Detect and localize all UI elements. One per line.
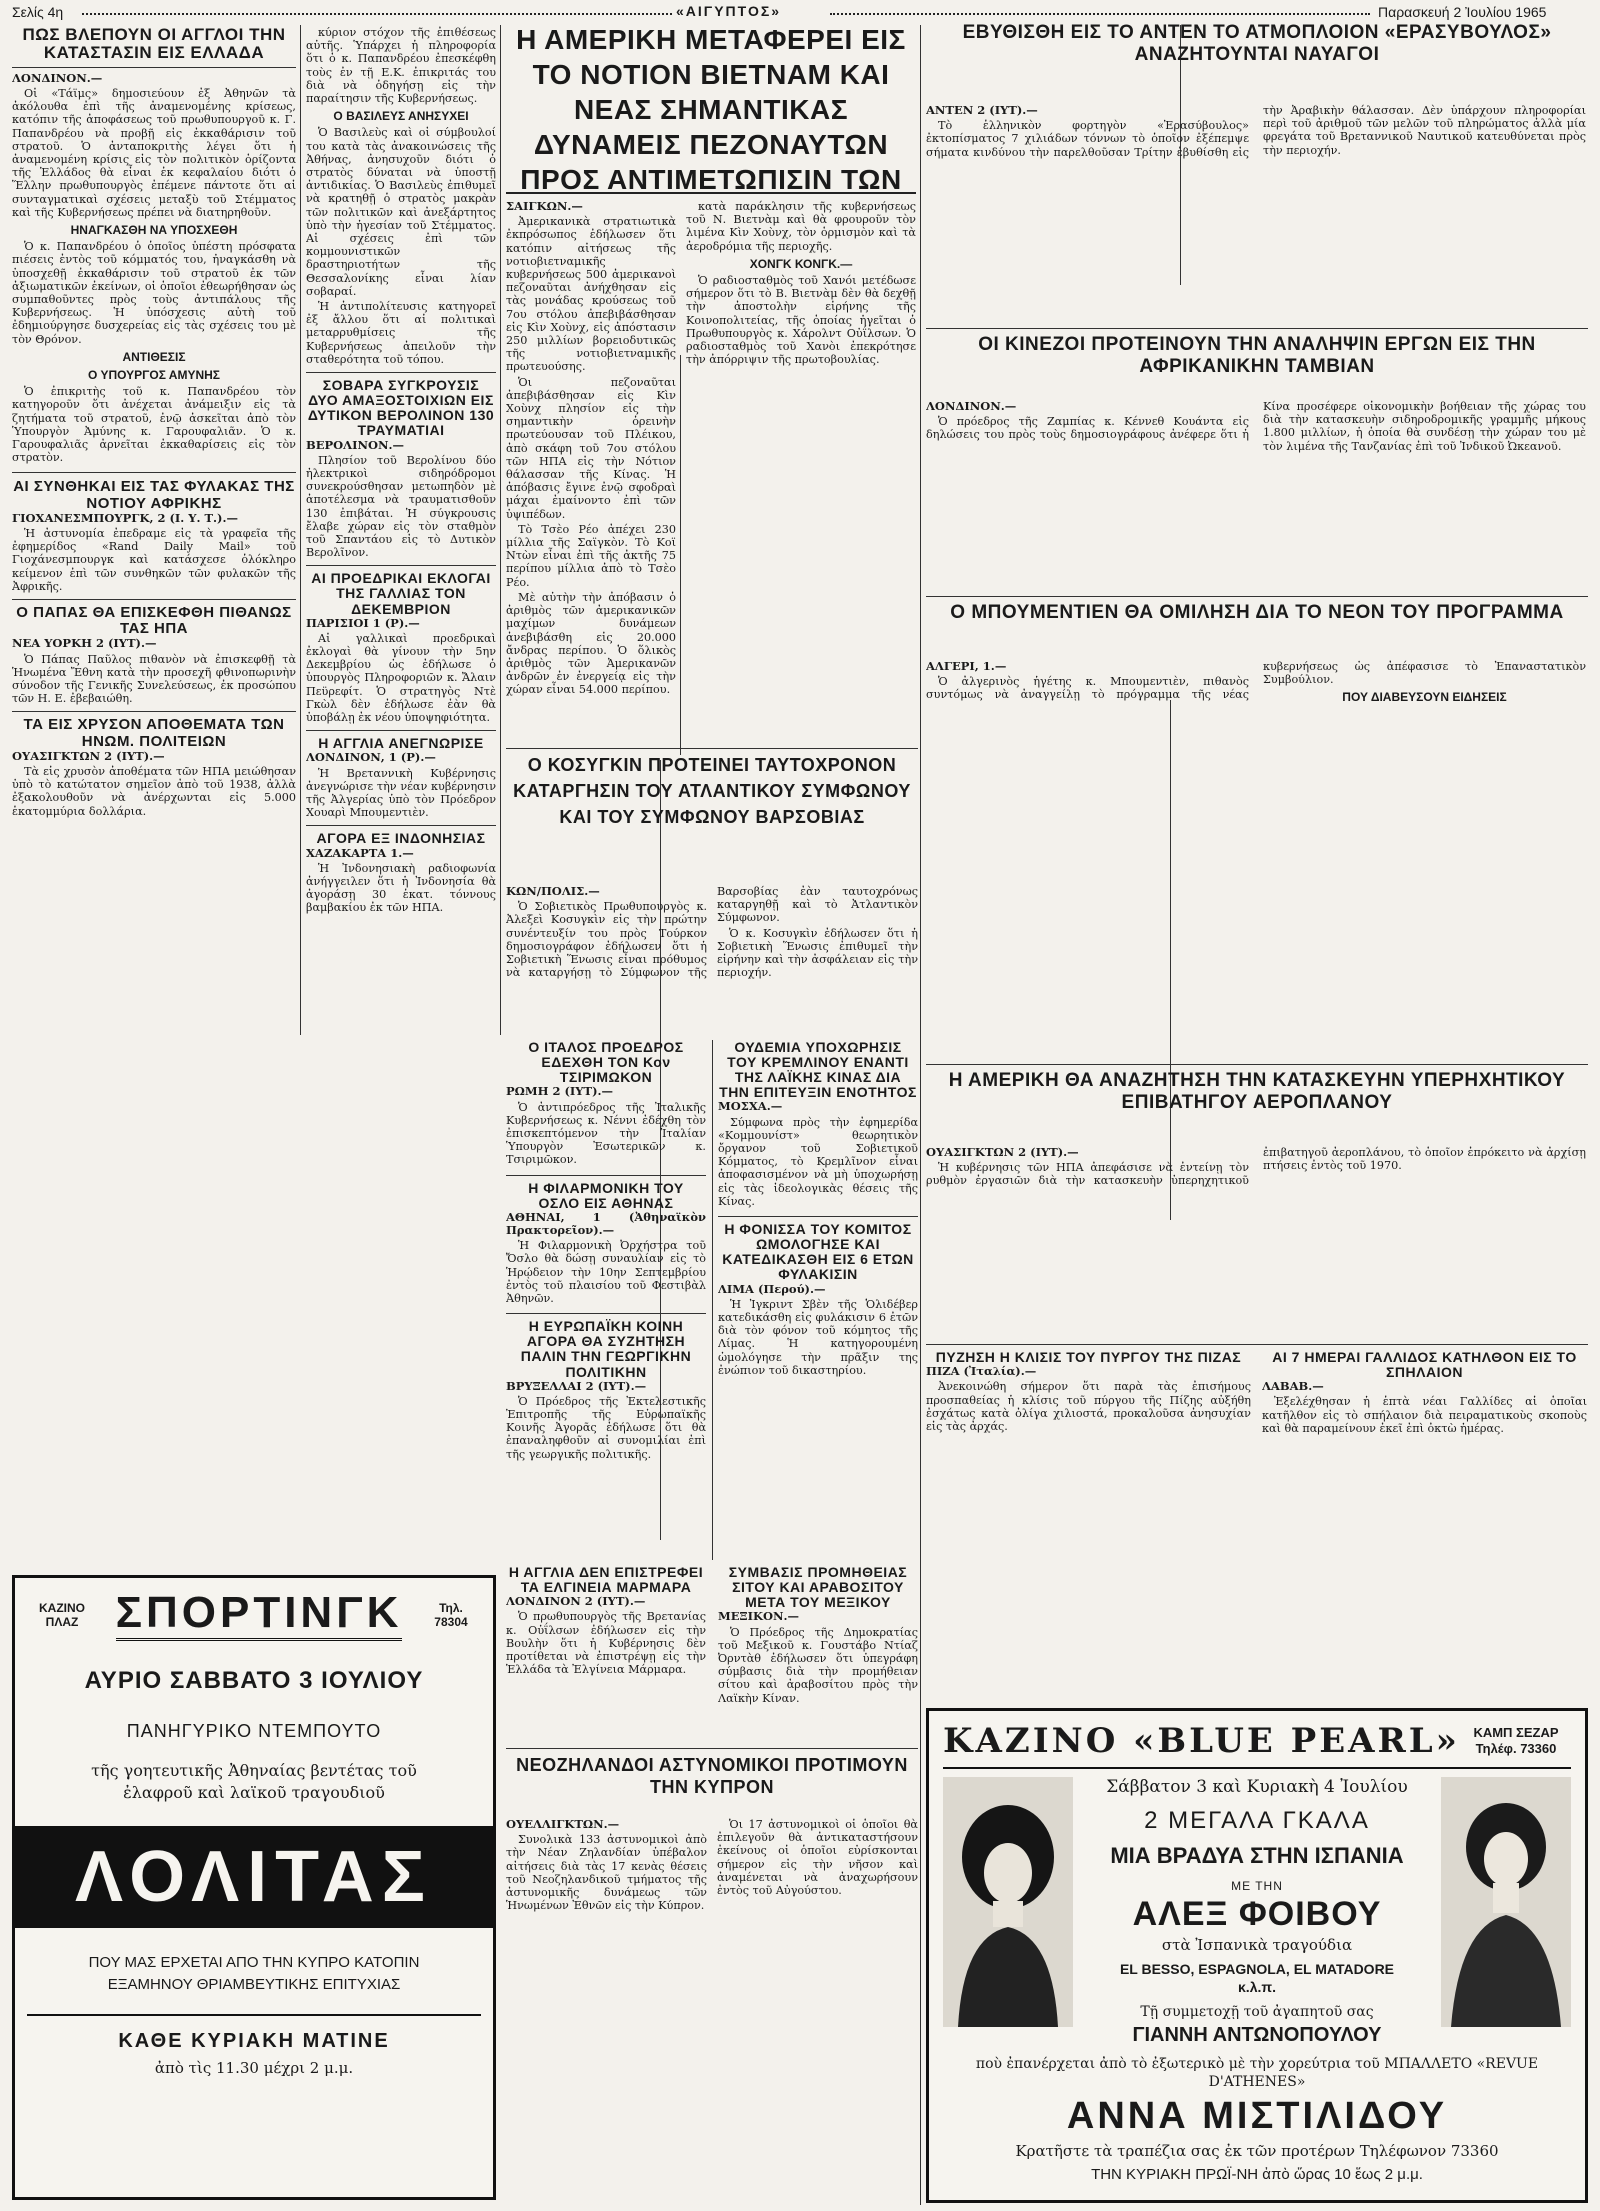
- paragraph: Σύμφωνα πρὸς τὴν ἐφημερίδα «Κομμουνίστ» θεωρητικὸν ὄργανον τοῦ Σοβιετικοῦ Κόμματος, τὸ Κρεμλῖνον εἶναι ἀποφασισμένον νὰ μὴ ὑποχωρήσῃ εἰς τὰς ἰδεολογικὰς θέσεις τῆς Κίνας.: [718, 1115, 918, 1208]
- headline-nz-police: ΝΕΟΖΗΛΑΝΔΟΙ ΑΣΤΥΝΟΜΙΚΟΙ ΠΡΟΤΙΜΟΥΝ ΤΗΝ ΚΥΠΡΟΝ: [516, 1755, 908, 1797]
- paragraph: Ὁ ραδιοσταθμὸς τοῦ Χανόι μετέδωσε σήμερον ὅτι τὸ Β. Βιετνὰμ δὲν θὰ δεχθῇ τὴν ἀποστολὴν εἰρήνης τῆς Κοινοπολιτείας, τῆς ὁποίας ἡγεῖται ὁ Πρωθυπουργὸς κ. Χάρολντ Οὐΐλσων. Ὁ ραδιοσταθμὸς τοῦ Χανὸι ἐπεκρότησε τὴν ἀπόρριψιν τῆς πρωτοβουλίας.: [686, 274, 916, 367]
- ad-sporting-star: ΛΟΛΙΤΑΣ: [15, 1826, 493, 1928]
- headline-block-china: [926, 334, 1588, 394]
- dateline: ΜΟΣΧΑ.—: [718, 1099, 783, 1114]
- paragraph: Ἡ Ἰγκριντ Σβὲν τῆς Ὁλιδέβερ κατεδικάσθη εἰς φυλάκισιν 6 ἐτῶν διὰ τὸν φόνον τοῦ κόμητος τῆς Λίμας. Ἡ κατηγορουμένη ὡμολόγησε τὴν πρᾶξιν της ἐνώπιον τοῦ δικαστηρίου.: [718, 1297, 918, 1377]
- dateline: ΣΑΙΓΚΩΝ.—: [506, 200, 583, 213]
- dateline: ΓΙΟΧΑΝΕΣΜΠΟΥΡΓΚ, 2 (Ι. Υ. Τ.).—: [12, 510, 239, 525]
- paragraph: Τὸ Τσὲο Ρέο ἀπέχει 230 μίλλια τῆς Σαϊγκὸν. Τὸ Κοϊ Ντὼν εἶναι ἐπὶ τῆς ἀκτῆς 75 περίπου μίλλια ἀπὸ τὸ Τσὲο Ρέο.: [506, 522, 676, 589]
- paragraph: Ὁ ἐπικριτὴς τοῦ κ. Παπανδρέου τὸν κατηγοροῦν ὅτι ἀνέχεται ἀνάμειξιν εἰς τὰ ζητήματα τοῦ στρατοῦ, ἐνῷ ἀσκεῖται ἀπὸ τὸν Ὑπουργὸν Ἀμύνης κ. Γαρουφαλιᾶν. Ὁ κ. Γαρουφαλιᾶς ἀρνεῖται ἐκκαθαρίσεις εἰς τὸν στρατὸν.: [12, 385, 296, 465]
- headline-block-sinking: [926, 22, 1588, 102]
- paragraph: Ὁ πρωθυπουργὸς τῆς Βρετανίας κ. Οὐΐλσων ἐδήλωσεν εἰς τὴν Βουλὴν ὅτι ἡ Κυβέρνησις δὲν προτίθεται νὰ ἐπιστρέψῃ εἰς τὴν Ἑλλάδα τὰ Ἐλγίνεια Μάρμαρα.: [506, 1610, 706, 1677]
- paragraph: Συνολικὰ 133 ἀστυνομικοὶ ἀπὸ τὴν Νέαν Ζηλανδίαν ὑπέβαλον αἰτήσεις διὰ τὰς 17 κενὰς θέσεις τοῦ Νεοζηλανδικοῦ τμήματος τῆς ἀστυνομικῆς δυνάμεως τῶν Ἡνωμένων Ἐθνῶν εἰς τὴν Κύπρον.: [506, 1833, 707, 1913]
- masthead-rule-right: [830, 13, 1370, 15]
- ad-blue-pearl-address: ΚΑΜΠ ΣΕΖΑΡ Τηλέφ. 73360: [1473, 1725, 1559, 1756]
- headline-oslo: Η ΦΙΛΑΡΜΟΝΙΚΗ ΤΟΥ ΟΣΛΟ ΕΙΣ ΑΘΗΝΑΣ: [506, 1175, 706, 1211]
- paragraph: Ὁ πρόεδρος τῆς Ζαμπίας κ. Κέννεθ Κουάντα εἰς δηλώσεις του πρὸς τοὺς δημοσιογράφους ἀνέφερε ὅτι ἡ Κίνα προσέφερε οἰκονομικὴν βοήθειαν τῆς χώρας του διὰ τὴν κατασκευὴν σιδηροδρομικῆς γραμμῆς μήκους 1.800 μιλλίων, ἡ ὁποία θὰ συνδέσῃ τὴν χώραν του μὲ τὸν λιμένα τῆς Τανζανίας ἐπὶ τοῦ Ἰνδικοῦ Ὠκεανοῦ.: [926, 400, 1586, 453]
- article-indonesia: [306, 847, 496, 915]
- paragraph: Ὁ Πρόεδρος τῆς Δημοκρατίας τοῦ Μεξικοῦ κ. Γουστάβο Ντίαζ Ὀρντὰθ ἐδήλωσεν ὅτι ὑπεγράφη σύμβασις διὰ τὴν προμήθειαν σίτου καὶ ἀραβοσίτου πρὸς τὴν Λαϊκὴν Κίναν.: [718, 1625, 918, 1705]
- article-common-market: [506, 1380, 706, 1461]
- dateline: ΑΛΓΕΡΙ, 1.—: [926, 660, 1007, 673]
- dateline: ΟΥΕΛΛΙΓΚΤΩΝ.—: [506, 1818, 620, 1831]
- ad-sporting-debut: ΠΑΝΗΓΥΡΙΚΟ ΝΤΕΜΠΟΥΤΟ: [126, 1721, 382, 1741]
- article-cave: [1262, 1350, 1587, 1700]
- article-sinking-body: [926, 104, 1586, 159]
- section-rule: [506, 1748, 918, 1749]
- article-supersonic: [926, 1146, 1586, 1342]
- ad-blue-pearl-songs: στὰ Ἰσπανικὰ τραγούδια: [1161, 1936, 1353, 1954]
- headline-supersonic: Η ΑΜΕΡΙΚΗ ΘΑ ΑΝΑΖΗΤΗΣΗ ΤΗΝ ΚΑΤΑΣΚΕΥΗΝ ΥΠΕΡΗΧΗΤΙΚΟΥ ΕΠΙΒΑΤΗΓΟΥ ΑΕΡΟΠΛΑΝΟΥ: [948, 1070, 1566, 1113]
- paragraph: Ἡ ἀστυνομία ἐπεδραμε εἰς τὰ γραφεῖα τῆς ἐφημερίδος «Rand Daily Mail» τοῦ Γιοχάνεσμπουργκ καὶ κατάσχεσε ὁλόκληρο κείμενον ἐπὶ τῶν συνθηκῶν τῶν φυλακῶν τῆς Ἀφρικῆς.: [12, 526, 296, 593]
- article-vietnam-cont-body: [686, 200, 916, 366]
- subheading: Ο ΥΠΟΥΡΓΟΣ ΑΜΥΝΗΣ: [88, 367, 220, 382]
- dateline: ΛΑΒΑΒ.—: [1262, 1379, 1324, 1394]
- paragraph: Τὸ ἑλληνικὸν φορτηγὸν «Ἐρασύβουλος» ἐκτοπίσματος 7 χιλιάδων τόννων τὸ ὁποῖον ἐξέπεμψε σήματα κινδύνου τὴν παρελθοῦσαν Τρίτην ἐβυθίσθη εἰς τὴν Ἀραβικὴν θάλασσαν. Δὲν ὑπάρχουν πληροφορίαι περὶ τοῦ ἀριθμοῦ τῶν μελῶν τοῦ πληρώματος ἀλλὰ μία φρεγάτα τοῦ Βρεταννικοῦ Ναυτικοῦ κατευθύνεται πρὸς τὴν περιοχήν.: [926, 104, 1586, 159]
- headline-cave: ΑΙ 7 ΗΜΕΡΑΙ ΓΑΛΛΙΔΟΣ ΚΑΤΗΛΘΟΝ ΕΙΣ ΤΟ ΣΠΗΛΑΙΟΝ: [1272, 1350, 1577, 1381]
- headline-common-market: Η ΕΥΡΩΠΑΪΚΗ ΚΟΙΝΗ ΑΓΟΡΑ ΘΑ ΣΥΖΗΤΗΣΗ ΠΑΛΙΝ ΤΗΝ ΓΕΩΡΓΙΚΗΝ ΠΟΛΙΤΙΚΗΝ: [506, 1313, 706, 1379]
- paragraph: Πλησίον τοῦ Βερολίνου δύο ἠλεκτρικοὶ σιδηρόδρομοι συνεκρούσθησαν μετωπηδὸν μὲ ἀποτέλεσμα νὰ τραυματισθοῦν 130 ἐπιβάται. Ἡ σύγκρουσις ἔλαβε χώραν εἰς τὸν σταθμὸν τοῦ Σπαντάου εἰς τὸ Δυτικὸν Βερολῖνον.: [306, 453, 496, 560]
- article-kremlin: [718, 1100, 918, 1208]
- dateline: ΛΟΝΔΙΝΟΝ, 1 (Ρ).—: [306, 750, 436, 765]
- dateline: ΠΙΖΑ (Ἰταλία).—: [926, 1364, 1037, 1379]
- dateline: ΛΟΝΔΙΝΟΝ.—: [926, 400, 1017, 413]
- article-train-crash: [306, 439, 496, 560]
- article-kosygin-body: [506, 885, 918, 980]
- headline-italian-president: Ο ΙΤΑΛΟΣ ΠΡΟΕΔΡΟΣ ΕΔΕΧΘΗ ΤΟΝ Κον ΤΣΙΡΙΜΩΚΟΝ: [528, 1040, 684, 1086]
- subheading: ΗΝΑΓΚΑΣΘΗ ΝΑ ΥΠΟΣΧΕΘΗ: [70, 222, 238, 237]
- section-rule: [926, 596, 1588, 597]
- paragraph: Ὁ κ. Παπανδρέου ὁ ὁποῖος ὑπέστη πρόσφατα πιέσεις ἐντὸς τοῦ κόμματός του, ἠναγκάσθη νὰ ὑποσχεθῇ ἐκκαθάρισιν τοῦ στρατοῦ ἐκ τῶν ἀξιωματικῶν ἐκείνων, οἱ ὁποῖοι ἐθεωρήθησαν ὡς συμπαθοῦντες πρὸς τοὺς ἀντιπάλους τῆς Κυβερνήσεως. Ἡ ὑπόσχεσις αὐτὴ τοῦ ἐδημιούργησε δυσχερείας εἰς τὰς σχέσεις του μὲ τὸν Θρόνον.: [12, 240, 296, 346]
- subheading: Ο ΒΑΣΙΛΕΥΣ ΑΝΗΣΥΧΕΙ: [333, 109, 469, 124]
- headline-vietnam: Η ΑΜΕΡΙΚΗ ΜΕΤΑΦΕΡΕΙ ΕΙΣ ΤΟ ΝΟΤΙΟΝ ΒΙΕΤΝΑΜ ΚΑΙ ΝΕΑΣ ΣΗΜΑΝΤΙΚΑΣ ΔΥΝΑΜΕΙΣ ΠΕΖΟΝΑΥΤΩΝ ΠΡΟΣ ΑΝΤΙΜΕΤΩΠΙΣΙΝ ΤΩΝ: [516, 24, 906, 194]
- portrait-photo-icon: [943, 1777, 1073, 2027]
- article-pisa: [926, 1350, 1251, 1700]
- paragraph: Ὁ ἀλγερινὸς ἡγέτης κ. Μπουμεντιὲν, πιθανὸς συντόμως νὰ ἀναγγείλῃ τὸ πρόγραμμα τῆς νέας κυβερνήσεως ὡς ἀπέφασισε τὸ Ἐπαναστατικὸν Συμβούλιον.: [926, 660, 1586, 702]
- headline-train-crash: ΣΟΒΑΡΑ ΣΥΓΚΡΟΥΣΙΣ ΔΥΟ ΑΜΑΞΟΣΤΟΙΧΙΩΝ ΕΙΣ ΔΥΤΙΚΟΝ ΒΕΡΟΛΙΝΟΝ 130 ΤΡΑΥΜΑΤΙΑΙ: [306, 372, 496, 438]
- ad-sporting-hours: ἀπὸ τὶς 11.30 μέχρι 2 μ.μ.: [154, 2059, 354, 2077]
- ad-blue-pearl-singer: ΓΙΑΝΝΗ ΑΝΤΩΝΟΠΟΥΛΟΥ: [1132, 2024, 1382, 2046]
- column-rule: [712, 1040, 713, 1560]
- portrait-photo-icon: [1441, 1777, 1571, 2027]
- headline-mexico: ΣΥΜΒΑΣΙΣ ΠΡΟΜΗΘΕΙΑΣ ΣΙΤΟΥ ΚΑΙ ΑΡΑΒΟΣΙΤΟΥ ΜΕΤΑ ΤΟΥ ΜΕΞΙΚΟΥ: [728, 1565, 908, 1611]
- paragraph: Ἡ Φιλαρμονικὴ Ὀρχήστρα τοῦ Ὄσλο θὰ δώσῃ συναυλίαν εἰς τὸ Ἡρῴδειον τὴν 10ην Σεπτεμβρίου ἐντὸς τοῦ πλαισίου τοῦ Φεστιβὰλ Ἀθηνῶν.: [506, 1239, 706, 1305]
- headline-block-nz: [506, 1754, 918, 1814]
- paragraph: Ὁ Πάπας Παῦλος πιθανὸν νὰ ἐπισκεφθῇ τὰ Ἡνωμένα Ἔθνη κατὰ τὴν προσεχῆ φθινοπωρινὴν σύνοδον τῆς Γενικῆς Συνελεύσεως, ἐκ προσώπου τῶν Η. Ε. ἐβεβαιώθη.: [12, 652, 296, 706]
- headline-indonesia: ΑΓΟΡΑ ΕΞ ΙΝΔΟΝΗΣΙΑΣ: [306, 825, 496, 846]
- dateline: ΠΑΡΙΣΙΟΙ 1 (Ρ).—: [306, 615, 420, 630]
- ad-blue-pearl-reserve: Κρατῆστε τὰ τραπέζια σας ἐκ τῶν προτέρων Τηλέφωνον 73360: [1015, 2142, 1499, 2160]
- paragraph: Αἱ γαλλικαὶ προεδρικαὶ ἐκλογαὶ θὰ γίνουν τὴν 5ην Δεκεμβρίου ὡς ἐδήλωσε ὁ ὑπουργὸς Πληροφοριῶν κ. Ἄλαιν Πεϋρεφίτ. Ὁ στρατηγὸς Ντὲ Γκὼλ δὲν ἐδήλωσε ἐὰν θὰ ὑποβάλῃ ἐκ νέου ὑποψηφιότητα.: [306, 631, 496, 725]
- section-rule: [926, 328, 1588, 329]
- headline-china-zambia: ΟΙ ΚΙΝΕΖΟΙ ΠΡΟΤΕΙΝΟΥΝ ΤΗΝ ΑΝΑΛΗΨΙΝ ΕΡΓΩΝ ΕΙΣ ΤΗΝ ΑΦΡΙΚΑΝΙΚΗΝ ΤΑΜΒΙΑΝ: [978, 334, 1536, 377]
- article-french-elections: [306, 617, 496, 725]
- ad-blue-pearl-photo-2: [1441, 1777, 1571, 2027]
- ad-blue-pearl-partic: Τῇ συμμετοχῇ τοῦ ἀγαπητοῦ σας: [1140, 2004, 1374, 2020]
- dateline: ΑΘΗΝΑΙ, 1 (Ἀθηναϊκὸν Πρακτορεῖον).—: [506, 1209, 706, 1237]
- column-rule: [680, 355, 681, 755]
- article-mexico-body: [718, 1610, 918, 1704]
- article-vietnam-cont: [686, 200, 916, 745]
- ad-blue-pearl-night: ΜΙΑ ΒΡΑΔΥΑ ΣΤΗΝ ΙΣΠΑΝΙΑ: [1110, 1843, 1404, 1868]
- ad-blue-pearl-galas: 2 ΜΕΓΑΛΑ ΓΚΑΛΑ: [1144, 1807, 1370, 1834]
- ad-sporting-desc: τῆς γοητευτικῆς Ἀθηναίας βεντέτας τοῦ ἐλαφροῦ καὶ λαϊκοῦ τραγουδιοῦ: [91, 1761, 417, 1802]
- column-1: [12, 26, 296, 1556]
- page-number: Σελίς 4η: [12, 4, 64, 20]
- article-nz-police: [506, 1818, 918, 2203]
- article-boumediene-body: [926, 660, 1586, 705]
- dateline: ΟΥΑΣΙΓΚΤΩΝ 2 (ΙΥΤ).—: [12, 748, 165, 763]
- paragraph: Ἐξελέχθησαν ἡ ἑπτὰ νέαι Γαλλίδες αἱ ὁποῖαι κατῆλθον εἰς τὸ σπήλαιον διὰ πειραματικοὺς σκοποὺς καὶ θὰ παραμείνουν ἐκεῖ ἐπὶ ὀκτὼ ἡμέρας.: [1262, 1395, 1587, 1435]
- article-countess: [718, 1283, 918, 1377]
- article-africa-prisons: [12, 512, 296, 593]
- article-pisa-body: [926, 1365, 1251, 1433]
- newspaper-title: «ΑΙΓΥΠΤΟΣ»: [676, 3, 782, 19]
- article-supersonic-body: [926, 1146, 1586, 1188]
- headline-elgin: Η ΑΓΓΛΙΑ ΔΕΝ ΕΠΙΣΤΡΕΦΕΙ ΤΑ ΕΛΓΙΝΕΙΑ ΜΑΡΜΑΡΑ: [508, 1565, 704, 1596]
- paragraph: Ὁ ἀντιπρόεδρος τῆς Ἰταλικῆς Κυβερνήσεως κ. Νέννι ἐδέχθη τὸν ἐπισκεπτόμενον τὴν Ἰταλίαν Ὑπουργὸν Ἐσωτερικῶν κ. Τσιριμῶκον.: [506, 1100, 706, 1167]
- ad-blue-pearl-return: ποὺ ἐπανέρχεται ἀπὸ τὸ ἐξωτερικὸ μὲ τὴν χορεύτρια τοῦ ΜΠΑΛΛΕΤΟ «REVUE D'ATHENES»: [975, 2056, 1539, 2090]
- ad-blue-pearl-dates: Σάββατον 3 καὶ Κυριακὴ 4 Ἰουλίου: [1106, 1777, 1408, 1797]
- paragraph: Ὁ Πρόεδρος τῆς Ἐκτελεστικῆς Ἐπιτροπῆς τῆς Εὐρωπαϊκῆς Κοινῆς Ἀγορᾶς ἐδήλωσε ὅτι θὰ ἐπαναληφθοῦν αἱ συνομιλίαι ἐπὶ τῆς γεωργικῆς πολιτικῆς.: [506, 1394, 706, 1461]
- article-greece: [12, 72, 296, 465]
- section-rule: [926, 1344, 1588, 1345]
- article-sinking: [926, 104, 1586, 324]
- ad-sporting-arrives: ΠΟΥ ΜΑΣ ΕΡΧΕΤΑΙ ΑΠΟ ΤΗΝ ΚΥΠΡΟ ΚΑΤΟΠΙΝ ΕΞΑΜΗΝΟΥ ΘΡΙΑΜΒΕΥΤΙΚΗΣ ΕΠΙΤΥΧΙΑΣ: [88, 1954, 420, 1993]
- section-rule: [506, 748, 918, 749]
- ad-blue-pearl: [926, 1708, 1588, 2203]
- ad-blue-pearl-with: ΜΕ ΤΗΝ: [1231, 1879, 1283, 1893]
- column-lower-3: [506, 1040, 706, 1560]
- ad-sporting-phone: Τηλ. 78304: [434, 1600, 468, 1629]
- ad-blue-pearl-dancer: ΑΝΝΑ ΜΙΣΤΙΛΙΔΟΥ: [1066, 2095, 1448, 2137]
- dateline: ΑΝΤΕΝ 2 (ΙΥΤ).—: [926, 104, 1038, 117]
- article-gold: [12, 750, 296, 818]
- article-england-recognised: [306, 751, 496, 819]
- dateline: ΚΩΝ/ΠΟΛΙΣ.—: [506, 885, 600, 898]
- dateline: ΛΟΝΔΙΝΟΝ 2 (ΙΥΤ).—: [506, 1594, 646, 1609]
- article-pope: [12, 637, 296, 705]
- column-rule: [920, 25, 921, 2205]
- masthead-rule-left: [82, 13, 672, 15]
- article-elgin: [506, 1565, 706, 1740]
- headline-pisa: ΠΥΖΗΣΗ Η ΚΛΙΣΙΣ ΤΟΥ ΠΥΡΓΟΥ ΤΗΣ ΠΙΖΑΣ: [935, 1350, 1242, 1365]
- article-china-zambia: [926, 400, 1586, 590]
- ad-blue-pearl-photo-1: [943, 1777, 1073, 2027]
- paragraph: Ὁι πεζοναῦται ἀπεβιβάσθησαν εἰς Κὶν Χοὺνχ πλησίον εἰς τὴν σημαντικὴν ὁρεινὴν πρωτεύουσαν τοῦ Πλέικου, ἀπὸ σκάφη τοῦ 7ου στόλου τῶν ΗΠΑ εἰς τὴν Νότιον θάλασσαν τῆς Κίνας. Ἡ ἀπόβασις ἔγινε ἐνῷ σφοδραὶ μάχαι ἐμαίνοντο ἐπὶ τῶν ὑψιπέδων.: [506, 375, 676, 521]
- dateline: ΝΕΑ ΥΟΡΚΗ 2 (ΙΥΤ).—: [12, 636, 157, 651]
- paragraph: Οἱ «Τάϊμς» δημοσιεύουν ἐξ Ἀθηνῶν τὰ ἀκόλουθα ἐπὶ τῆς ἀναμενομένης κρίσεως, κατόπιν τῆς ἀποφάσεως τοῦ πρωθυπουργοῦ κ. Γ. Παπανδρέου νὰ προβῇ εἰς ἐκκαθάρισιν τοῦ στρατοῦ. Ὁ ἀνταποκριτὴς λέγει ὅτι ἡ ἀναμενομένη κρίσις εἰς τὸν πολιτικὸν ὁρίζοντα τῆς Ἑλλάδος θὰ εἶναι ἐκ κεφαλαίου διότι ὁ Ἕλλην πρωθυπουργὸς ἐπέμενε πάντοτε ὅτι αἱ συνταγματικαὶ σχέσεις μεταξὺ τοῦ Στέμματος καὶ τῆς Κυβερνήσεως πρέπει νὰ διατηρηθοῦν.: [12, 86, 296, 219]
- paragraph: Ὁ Σοβιετικὸς Πρωθυπουργὸς κ. Ἀλεξεὶ Κοσυγκὶν εἰς τὴν πρώτην συνέντευξίν του πρὸς Τούρκον δημοσιογράφον ἐδήλωσεν ὅτι ἡ Σοβιετικὴ Ἕνωσις εἶναι πρόθυμος νὰ καταργήσῃ τὸ Σύμφωνον τῆς Βαρσοβίας ἐὰν ταυτοχρόνως καταργηθῇ καὶ τὸ Ἀτλαντικὸν Σύμφωνον.: [506, 885, 918, 980]
- article-elgin-body: [506, 1595, 706, 1676]
- article-vietnam: [506, 200, 676, 745]
- dateline: ΡΩΜΗ 2 (ΙΥΤ).—: [506, 1084, 614, 1099]
- subheading: ΠΟΥ ΔΙΑΒΕΥΣΟΥΝ ΕΙΔΗΣΕΙΣ: [1342, 690, 1507, 705]
- dateline: ΛΙΜΑ (Περού).—: [718, 1281, 826, 1296]
- dateline: ΒΡΥΞΕΛΛΑΙ 2 (ΙΥΤ).—: [506, 1378, 647, 1393]
- article-boumediene: [926, 660, 1586, 1060]
- ad-sporting-matinee: ΚΑΘΕ ΚΥΡΙΑΚΗ ΜΑΤΙΝΕ: [118, 2030, 390, 2052]
- article-china-zambia-body: [926, 400, 1586, 453]
- paragraph: κύριον στόχον τῆς ἐπιθέσεως αὐτῆς. Ὑπάρχει ἡ πληροφορία ὅτι ὁ κ. Παπανδρέου ἐπεσκέφθη τοὺς ἐν τῇ Ε.Κ. ἐπικριτάς του διὰ νὰ ὁδηγήσῃ εἰς τὴν παραίτησιν τῆς Κυβερνήσεως.: [306, 26, 496, 106]
- ad-sporting-date: ΑΥΡΙΟ ΣΑΒΒΑΤΟ 3 ΙΟΥΛΙΟΥ: [84, 1667, 424, 1694]
- paragraph: Ὁ κ. Κοσυγκὶν ἐδήλωσεν ὅτι ἡ Σοβιετικὴ Ἕνωσις ἐπιθυμεῖ τὴν εἰρήνην καὶ τὴν ἀσφάλειαν εἰς τὴν περιοχήν.: [717, 926, 918, 980]
- column-2: [306, 26, 496, 1296]
- article-kosygin: [506, 885, 918, 1030]
- column-rule: [300, 25, 301, 1035]
- headline-countess: Η ΦΟΝΙΣΣΑ ΤΟΥ ΚΟΜΙΤΟΣ ΩΜΟΛΟΓΗΣΕ ΚΑΙ ΚΑΤΕΔΙΚΑΣΘΗ ΕΙΣ 6 ΕΤΩΝ ΦΥΛΑΚΙΣΙΝ: [718, 1216, 918, 1282]
- headline-pope: Ο ΠΑΠΑΣ ΘΑ ΕΠΙΣΚΕΦΘΗ ΠΙΘΑΝΩΣ ΤΑΣ ΗΠΑ: [12, 599, 296, 637]
- ad-blue-pearl-star: ΑΛΕΞ ΦΟΙΒΟΥ: [1132, 1895, 1382, 1933]
- banner-vietnam: [506, 22, 916, 194]
- headline-greece: ΠΩΣ ΒΛΕΠΟΥΝ ΟΙ ΑΓΓΛΟΙ ΤΗΝ ΚΑΤΑΣΤΑΣΙΝ ΕΙΣ ΕΛΛΑΔΑ: [12, 26, 296, 68]
- article-vietnam-body: [506, 200, 676, 697]
- article-nz-police-body: [506, 1818, 918, 1912]
- paragraph: Ὁ Βασιλεὺς καὶ οἱ σύμβουλοί του κατὰ τὰς ἀνακοινώσεις τῆς Ἀθήνας, ἀνησυχοῦν διότι ὁ στρατὸς δύναται νὰ ὑποστῇ ἀντιδικίας. Ὁ Βασιλεὺς ἐπιθυμεῖ νὰ κρατηθῇ ὁ στρατὸς μακρὰν τῶν πολιτικῶν καὶ ἀνεξάρτητος ὑπὸ τὴν ἡγεσίαν τοῦ Στέμματος. Αἱ σχέσεις ἐπὶ τῶν κομμουνιστικῶν δραστηριοτήτων τῆς Θεσσαλονίκης εἶναι λίαν σοβαραί.: [306, 126, 496, 298]
- paragraph: Ἀνεκοινώθη σήμερον ὅτι παρὰ τὰς ἐπισήμους προσπαθείας ἡ κλίσις τοῦ πύργου τῆς Πίζης αὐξήθη ἐσχάτως κατὰ ὀλίγα χιλιοστά, προκαλοῦσα ἀνησυχίαν εἰς τὰς ἀρχάς.: [926, 1380, 1251, 1433]
- ad-blue-pearl-titles: EL BESSO, ESPAGNOLA, EL MATADORE κ.λ.π.: [1119, 1961, 1395, 1995]
- headline-sinking: ΕΒΥΘΙΣΘΗ ΕΙΣ ΤΟ ΑΝΤΕΝ ΤΟ ΑΤΜΟΠΛΟΙΟΝ «ΕΡΑΣΥΒΟΥΛΟΣ» ΑΝΑΖΗΤΟΥΝΤΑΙ ΝΑΥΑΓΟΙ: [962, 22, 1552, 65]
- headline-french-elections: ΑΙ ΠΡΟΕΔΡΙΚΑΙ ΕΚΛΟΓΑΙ ΤΗΣ ΓΑΛΛΙΑΣ ΤΟΝ ΔΕΚΕΜΒΡΙΟΝ: [306, 565, 496, 616]
- article-cave-body: [1262, 1380, 1587, 1435]
- article-italian-president: [506, 1085, 706, 1166]
- dateline: ΒΕΡΟΛΙΝΟΝ.—: [306, 437, 404, 452]
- issue-date: Παρασκευή 2 Ἰουλίου 1965: [1378, 4, 1547, 20]
- column-rule: [500, 25, 501, 1035]
- headline-block-supersonic: [926, 1070, 1588, 1142]
- paragraph: Ἀμερικανικὰ στρατιωτικὰ ἐκπρόσωπος ἐδήλωσεν ὅτι κατόπιν αἰτήσεως τῆς νοτιοβιετναμικῆς κυβερνήσεως 500 ἀμερικανοὶ πεζοναῦται ἀνήχθησαν εἰς τὰς μονάδας κρούσεως τοῦ 7ου στόλου ἀπεβιβάσθησαν εἰς Κὶν Χοὺνχ, εἰς ἀπόστασιν 250 μιλλίων βορειοδυτικῶς τῆς νοτιοβιετναμικῆς πρωτευούσης.: [506, 215, 676, 374]
- paragraph: κατὰ παράκλησιν τῆς κυβερνήσεως τοῦ Ν. Βιετνὰμ καὶ θὰ φρουροῦν τὸν λιμένα Κὶν Χοὺνχ, τὸν ὁρμισμὸν καὶ τὰ ἀεροδρόμια τῆς περιοχῆς.: [686, 200, 916, 253]
- headline-block-boumediene: [926, 602, 1588, 654]
- subheading: ΧΟΝΓΚ ΚΟΝΓΚ.—: [749, 256, 853, 271]
- dateline: ΜΕΞΙΚΟΝ.—: [718, 1609, 799, 1624]
- article-mexico: [718, 1565, 918, 1740]
- headline-block-kosygin: [506, 752, 918, 882]
- headline-england-recognised: Η ΑΓΓΛΙΑ ΑΝΕΓΝΩΡΙΣΕ: [306, 730, 496, 751]
- paragraph: Ἡ Ἰνδονησιακὴ ραδιοφωνία ἀνήγγειλεν ὅτι ἡ Ἰνδονησία θὰ ἀγοράσῃ 30 ἑκατ. τόννους βαμβακίου ἐκ τῶν ΗΠΑ.: [306, 861, 496, 915]
- dateline: ΛΟΝΔΙΝΟΝ.—: [12, 70, 103, 85]
- paragraph: Ἡ κυβέρνησις τῶν ΗΠΑ ἀπεφάσισε νὰ ἐντείνῃ τὸν ρυθμὸν ἐργασιῶν διὰ τὴν κατασκευὴν ὑπερηχητικοῦ ἐπιβατηγοῦ ἀεροπλάνου, τὸ ὁποῖον ἐπρόκειτο νὰ ἀρχίσῃ πτήσεις ἐντὸς τοῦ 1970.: [926, 1146, 1586, 1188]
- ad-sporting-name: ΣΠΟΡΤΙΝΓΚ: [116, 1588, 403, 1641]
- headline-boumediene: Ο ΜΠΟΥΜΕΝΤΙΕΝ ΘΑ ΟΜΙΛΗΣΗ ΔΙΑ ΤΟ ΝΕΟΝ ΤΟΥ ΠΡΟΓΡΑΜΜΑ: [950, 602, 1564, 623]
- ad-sporting: [12, 1575, 496, 2200]
- ad-blue-pearl-name: ΚΑΖΙΝΟ «BLUE PEARL»: [943, 1721, 1460, 1761]
- paragraph: Τὰ εἰς χρυσὸν ἀποθέματα τῶν ΗΠΑ μειώθησαν ὑπὸ τὸ κατώτατον σημεῖον ἀπὸ τοῦ 1938, ἀλλὰ ἐξακολουθοῦν νὰ ἀνέρχωνται εἰς 5.000 ἑκατομμύρια δολλάρια.: [12, 764, 296, 818]
- paragraph: Ὁι 17 ἀστυνομικοὶ οἱ ὁποῖοι θὰ ἐπιλεγοῦν θὰ ἀντικαταστήσουν ἐκείνους οἱ ὁποῖοι εὑρίσκονται σήμερον εἰς τὴν νῆσον καὶ ἀναμένεται νὰ ἀναχωρήσουν ἐντὸς τοῦ Αὐγούστου.: [717, 1818, 918, 1898]
- headline-kremlin: ΟΥΔΕΜΙΑ ΥΠΟΧΩΡΗΣΙΣ ΤΟΥ ΚΡΕΜΛΙΝΟΥ ΕΝΑΝΤΙ ΤΗΣ ΛΑΪΚΗΣ ΚΙΝΑΣ ΔΙΑ ΤΗΝ ΕΠΙΤΕΥΞΙΝ ΕΝΟΤΗΤΟΣ: [719, 1040, 917, 1101]
- section-rule: [926, 1064, 1588, 1065]
- subheading: ΑΝΤΙΘΕΣΙΣ: [122, 349, 186, 364]
- paragraph: Ἡ Βρεταννικὴ Κυβέρνησις ἀνεγνώρισε τὴν νέαν κυβέρνησιν τῆς Ἀλγερίας ὑπὸ τὸν Πρόεδρον Χουαρὶ Μπουμεντιὲν.: [306, 766, 496, 820]
- ad-sporting-kicker: ΚΑΖΙΝΟ ΠΛΑΖ: [39, 1600, 85, 1629]
- headline-gold: ΤΑ ΕΙΣ ΧΡΥΣΟΝ ΑΠΟΘΕΜΑΤΑ ΤΩΝ ΗΝΩΜ. ΠΟΛΙΤΕΙΩΝ: [12, 711, 296, 749]
- headline-africa-prisons: ΑΙ ΣΥΝΘΗΚΑΙ ΕΙΣ ΤΑΣ ΦΥΛΑΚΑΣ ΤΗΣ ΝΟΤΙΟΥ ΑΦΡΙΚΗΣ: [12, 472, 296, 511]
- ad-blue-pearl-sunday: ΤΗΝ ΚΥΡΙΑΚΗ ΠΡΩΪ-ΝΗ ἀπὸ ὥρας 10 ἕως 2 μ.μ.: [1091, 2166, 1423, 2183]
- paragraph: Μὲ αὐτὴν τὴν ἀπόβασιν ὁ ἀριθμὸς τῶν ἀμερικανικῶν μαχίμων δυνάμεων ἀνεβιβάσθη εἰς 20.000 ἄνδρας περίπου. Ὁ ὅλικὸς ἀριθμὸς τῶν Ἀμερικανῶν ἀνδρῶν ἐν ἐνεργείᾳ εἰς τὴν χώραν εἶναι 54.000 περίπου.: [506, 590, 676, 697]
- headline-kosygin: Ο ΚΟΣΥΓΚΙΝ ΠΡΟΤΕΙΝΕΙ ΤΑΥΤΟΧΡΟΝΟΝ ΚΑΤΑΡΓΗΣΙΝ ΤΟΥ ΑΤΛΑΝΤΙΚΟΥ ΣΥΜΦΩΝΟΥ ΚΑΙ ΤΟΥ ΣΥΜΦΩΝΟΥ ΒΑΡΣΟΒΙΑΣ: [513, 755, 911, 827]
- column-lower-4: [718, 1040, 918, 1560]
- article-oslo: [506, 1211, 706, 1305]
- paragraph: Ἡ ἀντιπολίτευσις κατηγορεῖ ἐξ ἄλλου ὅτι αἱ πολιτικαὶ μεταρρυθμίσεις τῆς Κυβερνήσεως ἀπειλοῦν τὴν σταθερότητα τοῦ τόπου.: [306, 300, 496, 366]
- article-greece-cont: [306, 26, 496, 366]
- dateline: ΟΥΑΣΙΓΚΤΩΝ 2 (ΙΥΤ).—: [926, 1146, 1079, 1159]
- dateline: ΧΑΖΑΚΑΡΤΑ 1.—: [306, 845, 414, 860]
